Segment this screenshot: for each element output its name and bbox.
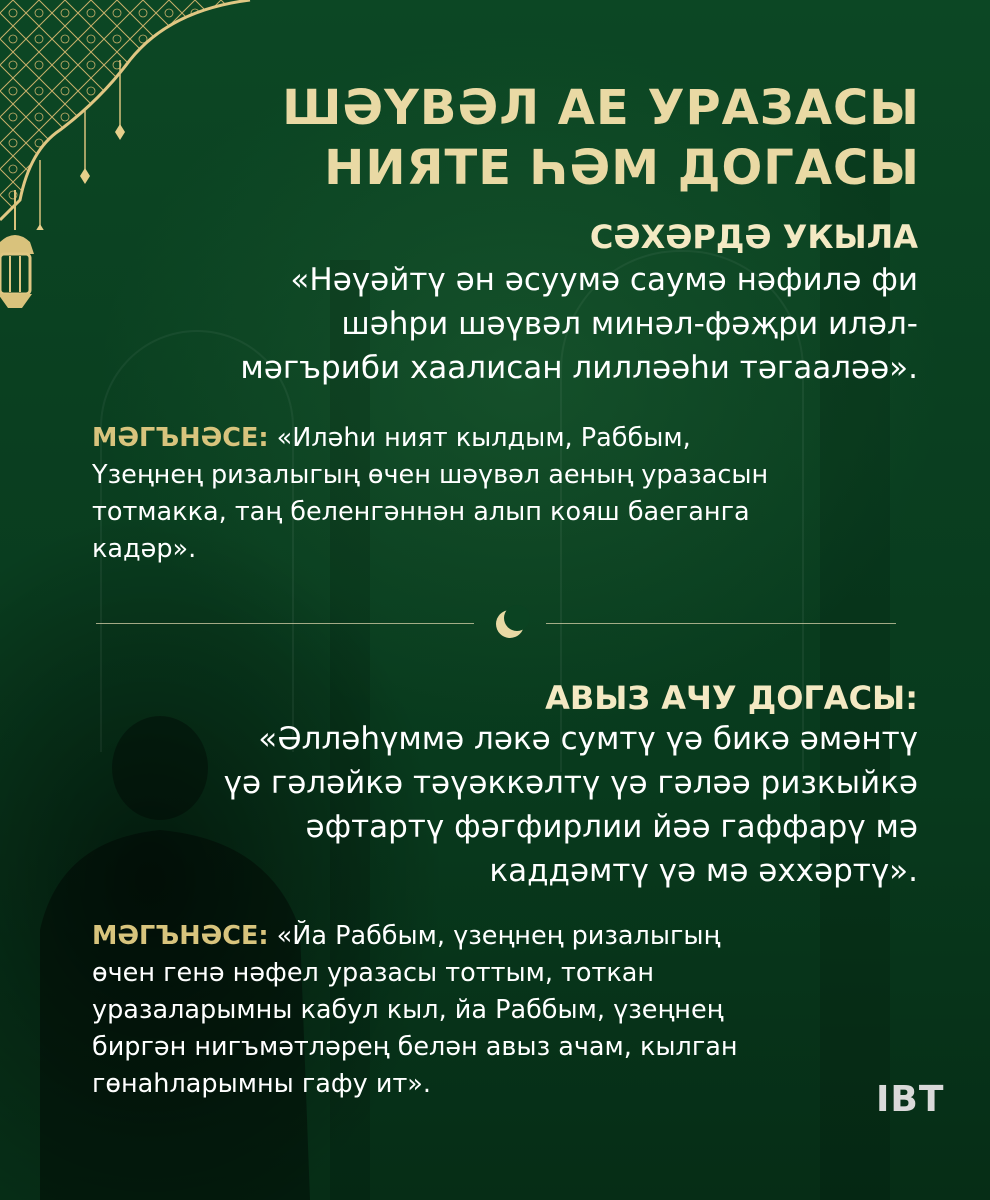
suhoor-meaning-line: Үзеңнең ризалыгың өчен шәүвәл аеның уразасын — [92, 460, 769, 490]
lantern-icon — [0, 190, 50, 320]
iftar-prayer-line: әфтартү фәгфирлии йәә гаффарү мә — [305, 809, 918, 845]
page-title — [220, 78, 920, 198]
iftar-meaning-line: МӘГЪНӘСЕ: «Йа Раббым, үзеңнең ризалыгың — [92, 921, 721, 951]
suhoor-meaning-line: МӘГЪНӘСЕ: «Иләһи ният кылдым, Раббым, — [92, 423, 691, 453]
suhoor-prayer — [158, 258, 918, 390]
crescent-divider — [96, 614, 896, 634]
iftar-prayer — [158, 717, 918, 893]
suhoor-meaning — [92, 420, 922, 568]
flag-stripe-decoration — [520, 1140, 990, 1200]
suhoor-meaning-line: тотмакка, таң беленгәннән алып кояш баеганга — [92, 497, 750, 527]
iftar-meaning-line: биргән нигъмәтләрең белән авыз ачам, кылган — [92, 1032, 738, 1062]
divider-line-right — [546, 623, 896, 624]
iftar-meaning-line: гөнаһларымны гафу ит». — [92, 1069, 432, 1099]
meaning-label: МӘГЪНӘСЕ: — [92, 921, 269, 951]
divider-line-left — [96, 623, 474, 624]
suhoor-prayer-line: «Нәүәйтү ән әсуумә саумә нәфилә фи — [290, 262, 918, 298]
suhoor-prayer-line: мәгъриби хаалисан лилләәһи тәгааләә». — [240, 350, 918, 386]
iftar-prayer-line: каддәмтү үә мә әххәртү». — [489, 853, 918, 889]
title-line-2: НИЯТЕ ҺӘМ ДОГАСЫ — [324, 140, 920, 196]
brand-logo: ІВТ — [876, 1079, 945, 1120]
suhoor-meaning-line: кадәр». — [92, 534, 197, 564]
iftar-prayer-line: үә гәләйкә тәүәккәлтү үә гәләә ризкыйкә — [223, 765, 918, 801]
iftar-meaning-line: өчен генә нәфел уразасы тоттым, тоткан — [92, 958, 655, 988]
iftar-meaning-line: уразаларымны кабул кыл, йа Раббым, үзеңнең — [92, 995, 724, 1025]
suhoor-prayer-line: шәһри шәүвәл минәл-фәҗри иләл- — [341, 306, 918, 342]
crescent-moon-icon — [490, 604, 530, 644]
iftar-meaning — [92, 918, 922, 1103]
iftar-prayer-line: «Әлләһүммә ләкә сумтү үә бикә әмәнтү — [258, 721, 918, 757]
meaning-label: МӘГЪНӘСЕ: — [92, 423, 269, 453]
title-line-1: ШӘҮВӘЛ АЕ УРАЗАСЫ — [282, 80, 920, 136]
iftar-heading: АВЫЗ АЧУ ДОГАСЫ: — [545, 679, 918, 717]
suhoor-heading: СӘХӘРДӘ УКЫЛА — [589, 218, 918, 256]
